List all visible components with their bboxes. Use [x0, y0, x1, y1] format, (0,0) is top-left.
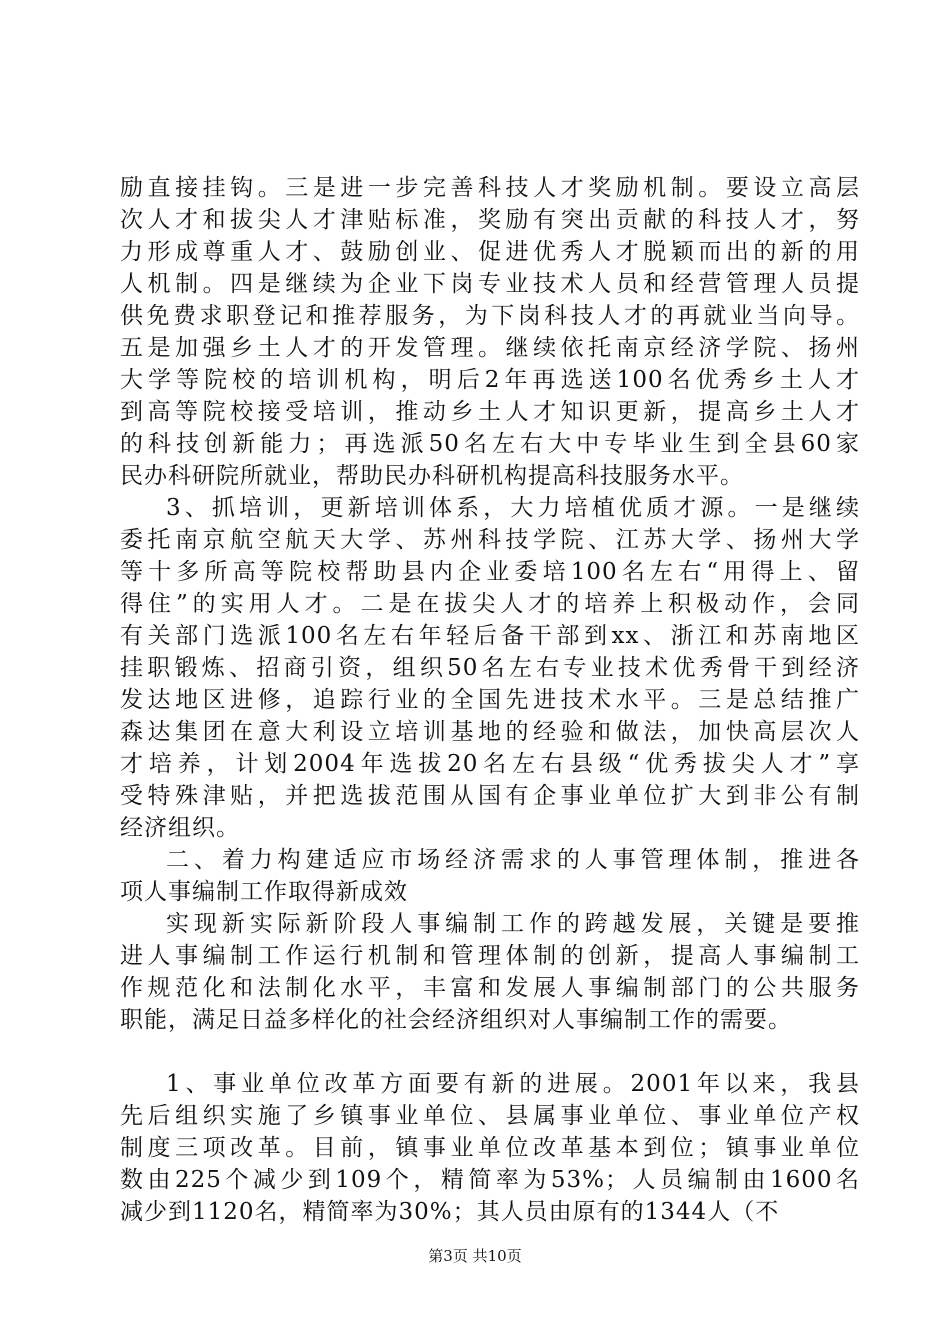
text-line: 受特殊津贴，并把选拔范围从国有企事业单位扩大到非公有制 — [120, 783, 860, 809]
text-line: 五是加强乡土人才的开发管理。继续依托南京经济学院、扬州 — [120, 335, 860, 361]
section-heading-two — [120, 844, 860, 908]
text-line: 进人事编制工作运行机制和管理体制的创新，提高人事编制工 — [120, 943, 860, 969]
text-line: 数由225个减少到109个，精简率为53%；人员编制由1600名 — [120, 1167, 860, 1193]
paragraph-reform-intro — [120, 908, 860, 1036]
text-line: 森达集团在意大利设立培训基地的经验和做法，加快高层次人 — [120, 719, 860, 745]
text-line: 职能，满足日益多样化的社会经济组织对人事编制工作的需要。 — [120, 1007, 792, 1033]
text-line: 的科技创新能力；再选派50名左右大中专毕业生到全县60家 — [120, 431, 860, 457]
text-line: 先后组织实施了乡镇事业单位、县属事业单位、事业单位产权 — [120, 1103, 860, 1129]
page-footer: 第3页 共10页 — [428, 1247, 522, 1265]
text-line: 制度三项改革。目前，镇事业单位改革基本到位；镇事业单位 — [120, 1135, 860, 1161]
text-line: 励直接挂钩。三是进一步完善科技人才奖励机制。要设立高层 — [120, 175, 860, 201]
text-line: 经济组织。 — [120, 815, 240, 841]
paragraph-training — [120, 492, 860, 844]
text-line: 才培养，计划2004年选拔20名左右县级“优秀拔尖人才”享 — [120, 751, 860, 777]
text-line: 大学等院校的培训机构，明后2年再选送100名优秀乡土人才 — [120, 367, 860, 393]
text-line: 等十多所高等院校帮助县内企业委培100名左右“用得上、留 — [120, 559, 860, 585]
text-line: 3、抓培训，更新培训体系，大力培植优质才源。一是继续 — [166, 495, 860, 521]
text-line: 民办科研院所就业，帮助民办科研机构提高科技服务水平。 — [120, 463, 744, 489]
text-line: 供免费求职登记和推荐服务，为下岗科技人才的再就业当向导。 — [120, 303, 860, 329]
text-line: 发达地区进修，追踪行业的全国先进技术水平。三是总结推广 — [120, 687, 860, 713]
text-line: 人机制。四是继续为企业下岗专业技术人员和经营管理人员提 — [120, 271, 860, 297]
text-line: 力形成尊重人才、鼓励创业、促进优秀人才脱颖而出的新的用 — [120, 239, 860, 265]
text-line: 得住”的实用人才。二是在拔尖人才的培养上积极动作，会同 — [120, 591, 860, 617]
text-line: 减少到1120名，精简率为30%；其人员由原有的1344人（不 — [120, 1199, 780, 1225]
text-line: 委托南京航空航天大学、苏州科技学院、江苏大学、扬州大学 — [120, 527, 860, 553]
text-line: 项人事编制工作取得新成效 — [120, 879, 408, 905]
text-line: 实现新实际新阶段人事编制工作的跨越发展，关键是要推 — [166, 911, 860, 937]
text-line: 挂职锻炼、招商引资，组织50名左右专业技术优秀骨干到经济 — [120, 655, 860, 681]
paragraph-continued — [120, 172, 860, 492]
text-line: 1、事业单位改革方面要有新的进展。2001年以来，我县 — [166, 1071, 860, 1097]
text-line: 次人才和拔尖人才津贴标准，奖励有突出贡献的科技人才，努 — [120, 207, 860, 233]
text-line: 二、着力构建适应市场经济需求的人事管理体制，推进各 — [166, 847, 860, 873]
text-line: 作规范化和法制化水平，丰富和发展人事编制部门的公共服务 — [120, 975, 860, 1001]
paragraph-spacer — [120, 1036, 860, 1068]
text-line: 有关部门选派100名左右年轻后备干部到xx、浙江和苏南地区 — [120, 623, 860, 649]
paragraph-institution-reform — [120, 1068, 860, 1228]
text-line: 到高等院校接受培训，推动乡土人才知识更新，提高乡土人才 — [120, 399, 860, 425]
document-body — [120, 172, 860, 1228]
